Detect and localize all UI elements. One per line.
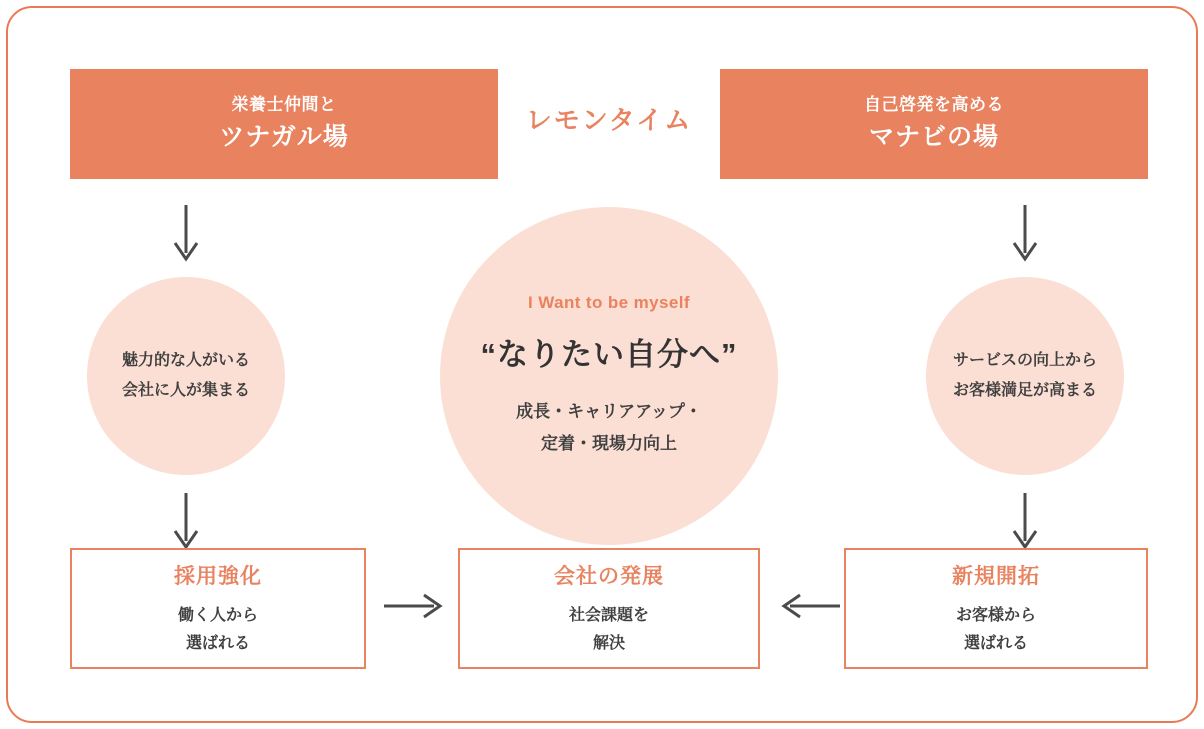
bottom-box-recruitment-line2: 選ばれる <box>185 634 250 652</box>
circle-center-english: I Want to be myself <box>528 293 690 313</box>
circle-right-line2: お客様満足が高まる <box>952 382 1097 399</box>
header-box-right-subtitle: 自己啓発を高める <box>864 94 1004 114</box>
circle-left-line1: 魅力的な人がいる <box>121 352 250 370</box>
bottom-box-recruitment <box>70 548 366 669</box>
header-box-right-title: マナビの場 <box>868 123 999 151</box>
header-box-left <box>70 69 498 179</box>
circle-center-subtitle-line1: 成長・キャリアアップ・ <box>516 402 702 422</box>
bottom-box-new-business-line1: お客様から <box>955 606 1036 624</box>
circle-right-line1: サービスの向上から <box>952 352 1097 370</box>
circle-center-subtitle-line2: 定着・現場力向上 <box>541 433 677 453</box>
bottom-box-recruitment-title: 採用強化 <box>174 564 262 588</box>
arrow-down-right-top <box>1005 203 1045 265</box>
arrow-left-bottom-right <box>780 586 842 626</box>
bottom-box-company-growth <box>458 548 760 669</box>
header-box-right <box>720 69 1148 179</box>
bottom-box-company-growth-line1: 社会課題を <box>568 606 649 624</box>
arrow-down-left-top <box>166 203 206 265</box>
header-box-left-subtitle: 栄養士仲間と <box>231 94 337 114</box>
bottom-box-new-business <box>844 548 1148 669</box>
bottom-box-new-business-title: 新規開拓 <box>952 564 1040 588</box>
bottom-box-new-business-line2: 選ばれる <box>963 634 1028 652</box>
circle-center <box>440 207 778 545</box>
arrow-right-bottom-left <box>382 586 444 626</box>
circle-right <box>926 277 1124 475</box>
header-box-left-title: ツナガル場 <box>219 123 349 151</box>
arrow-down-right-bottom <box>1005 491 1045 553</box>
circle-center-title: “なりたい自分へ” <box>480 337 738 373</box>
bottom-box-company-growth-title: 会社の発展 <box>554 564 664 588</box>
bottom-box-company-growth-line2: 解決 <box>592 634 625 652</box>
circle-left-line2: 会社に人が集まる <box>121 382 250 399</box>
arrow-down-left-bottom <box>166 491 206 553</box>
bottom-box-recruitment-line1: 働く人から <box>177 606 258 624</box>
circle-left <box>87 277 285 475</box>
diagram-frame <box>6 6 1198 723</box>
center-title: レモンタイム <box>525 105 693 135</box>
